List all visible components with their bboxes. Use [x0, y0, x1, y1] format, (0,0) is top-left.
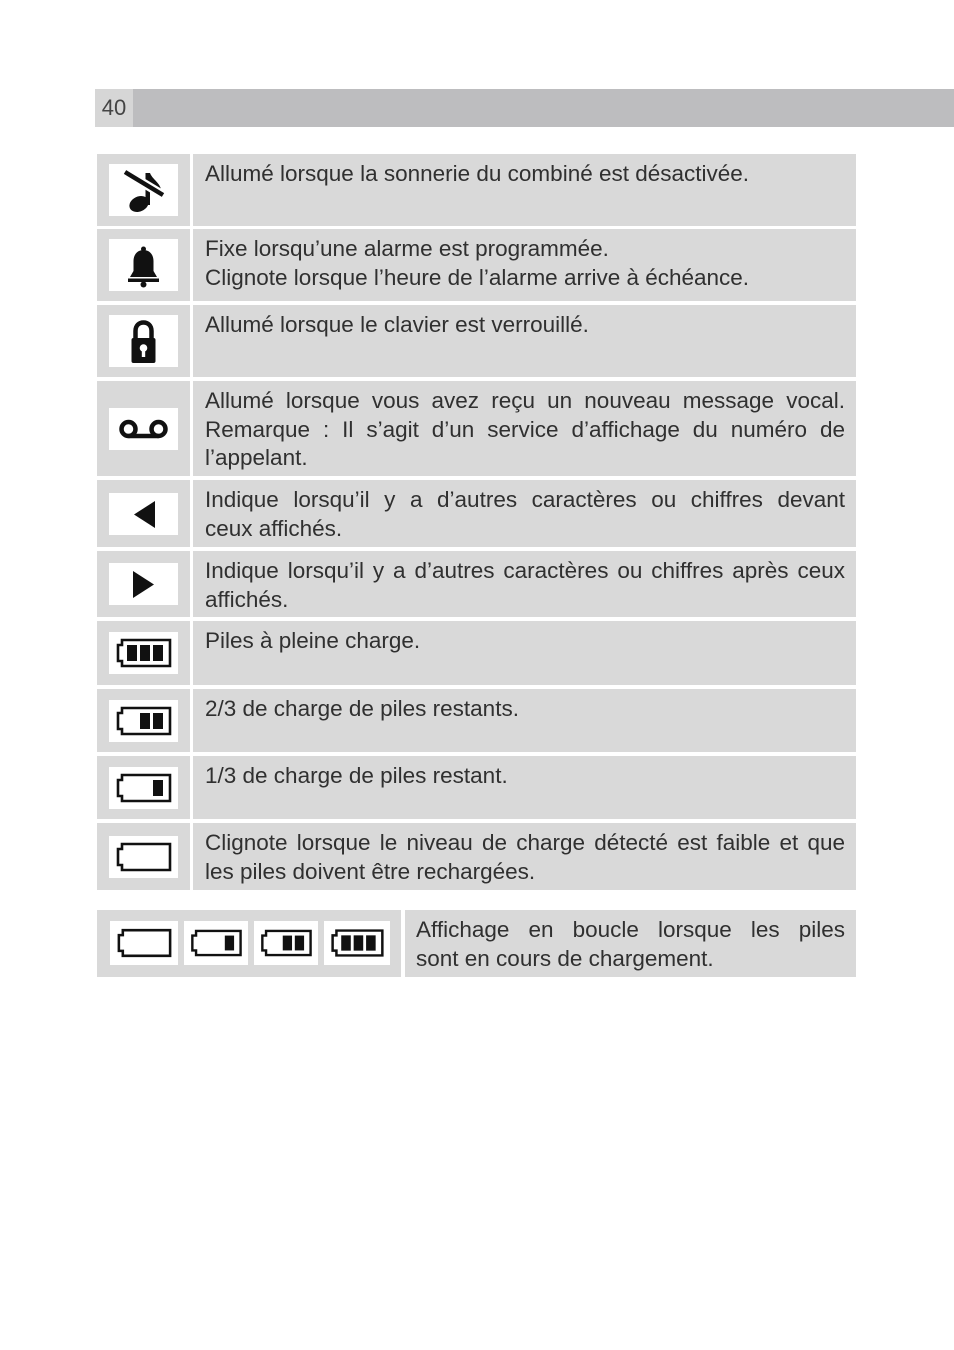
- description-cell: [193, 756, 856, 819]
- icon-cell: [97, 621, 190, 685]
- legend-row: [97, 551, 856, 617]
- icon-cell: [97, 480, 190, 547]
- description-line: Allumé lorsque le clavier est verrouillé.: [205, 312, 589, 337]
- description-line: Allumé lorsque vous avez reçu un nouveau message vocal.: [205, 388, 845, 413]
- arrow-left-icon: [109, 493, 178, 535]
- description-cell: [193, 305, 856, 377]
- legend-row: [97, 823, 856, 890]
- icon-cell: [97, 823, 190, 890]
- description-cell: [193, 480, 856, 547]
- legend-row: [97, 229, 856, 301]
- legend-row: [97, 689, 856, 752]
- arrow-right-icon: [109, 563, 178, 605]
- charging-icons-cell: [97, 910, 401, 977]
- legend-row: [97, 381, 856, 476]
- voicemail-icon: [109, 408, 178, 450]
- description-line: Remarque : Il s’agit d’un service d’affichage du numéro de: [205, 416, 845, 442]
- description-cell: [193, 621, 856, 685]
- description-line: Indique lorsqu’il y a d’autres caractères ou chiffres après ceux: [205, 558, 845, 583]
- battery-one-third-icon: [184, 921, 248, 965]
- battery-full-icon: [324, 921, 390, 965]
- description-line: les piles doivent être rechargées.: [205, 858, 536, 884]
- description-line: Indique lorsqu’il y a d’autres caractères ou chiffres devant: [205, 487, 845, 512]
- keypad-lock-icon: [109, 315, 178, 367]
- description-line: sont en cours de chargement.: [416, 945, 714, 971]
- battery-one-third-icon: [109, 767, 178, 809]
- description-cell: [193, 551, 856, 617]
- description-cell: [193, 823, 856, 890]
- alarm-bell-icon: [109, 239, 178, 291]
- description-line: Fixe lorsqu’une alarme est programmée.: [205, 236, 609, 261]
- description-cell: [193, 154, 856, 226]
- legend-row: [97, 154, 856, 226]
- battery-two-thirds-icon: [109, 700, 178, 742]
- description-line: Piles à pleine charge.: [205, 628, 421, 653]
- charging-description-cell: [405, 910, 856, 977]
- icon-cell: [97, 381, 190, 476]
- battery-empty-icon: [110, 921, 178, 965]
- charging-row: [97, 910, 856, 977]
- header-bar: [133, 89, 954, 127]
- ringer-off-icon: [109, 164, 178, 216]
- description-cell: [193, 689, 856, 752]
- battery-full-icon: [109, 632, 178, 674]
- description-line: ceux affichés.: [205, 515, 343, 541]
- legend-row: [97, 756, 856, 819]
- description-line: affichés.: [205, 586, 289, 612]
- battery-two-thirds-icon: [254, 921, 318, 965]
- description-line: Clignote lorsque l’heure de l’alarme arrive à échéance.: [205, 264, 750, 290]
- description-line: Affichage en boucle lorsque les piles: [416, 917, 845, 942]
- icon-cell: [97, 756, 190, 819]
- legend-row: [97, 621, 856, 685]
- description-cell: [193, 381, 856, 476]
- icon-cell: [97, 551, 190, 617]
- page-number: 40: [95, 89, 133, 127]
- icon-cell: [97, 689, 190, 752]
- description-cell: [193, 229, 856, 301]
- description-line: l’appelant.: [205, 445, 308, 470]
- icon-cell: [97, 305, 190, 377]
- description-line: 1/3 de charge de piles restant.: [205, 763, 508, 788]
- description-line: Allumé lorsque la sonnerie du combiné est désactivée.: [205, 161, 750, 186]
- battery-empty-icon: [109, 836, 178, 878]
- description-line: Clignote lorsque le niveau de charge détecté est faible et que: [205, 830, 845, 855]
- icon-cell: [97, 154, 190, 226]
- legend-row: [97, 480, 856, 547]
- description-line: 2/3 de charge de piles restants.: [205, 696, 519, 721]
- legend-row: [97, 305, 856, 377]
- icon-cell: [97, 229, 190, 301]
